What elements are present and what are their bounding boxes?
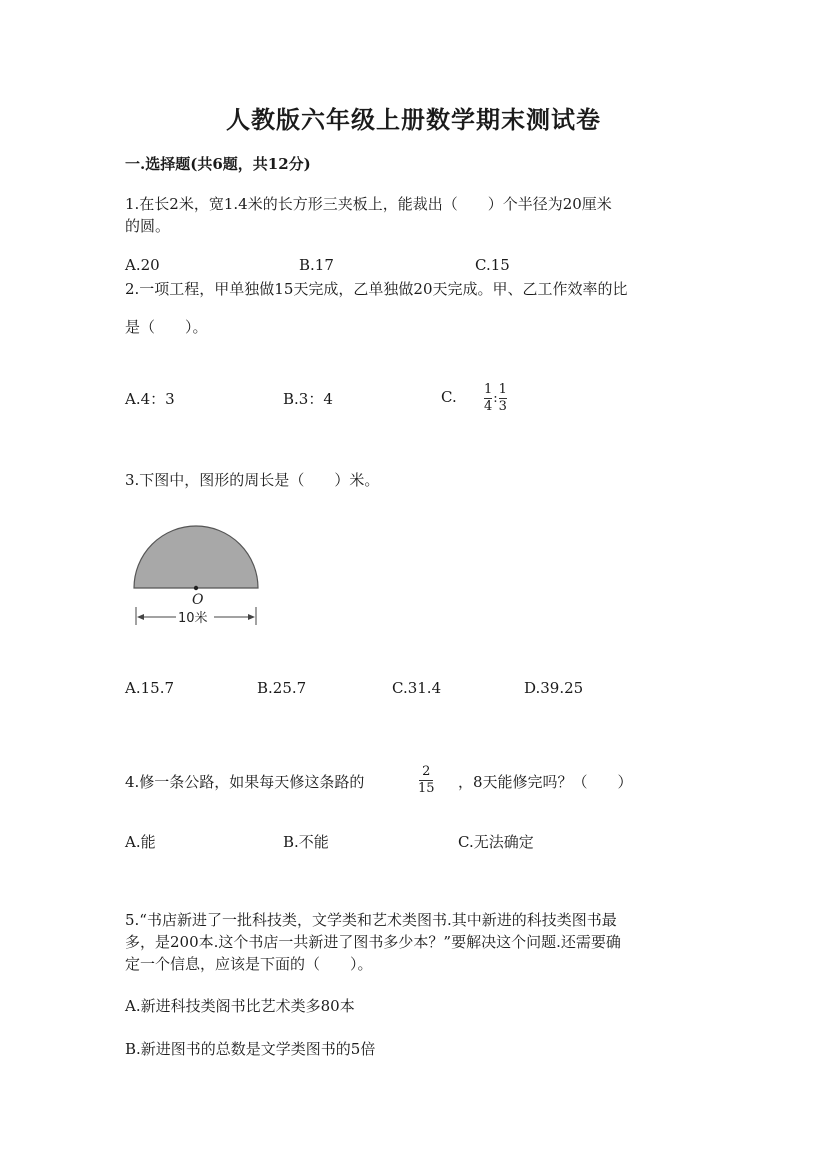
width-label: 10米 <box>178 611 208 626</box>
q2-option-b: B.3：4 <box>283 390 333 408</box>
q3-option-d: D.39.25 <box>524 679 584 697</box>
q2-option-c-ratio <box>484 383 507 414</box>
q5-option-a: A.新进科技类阁书比艺术类多80本 <box>125 997 355 1015</box>
ratio-separator: : <box>493 391 498 406</box>
question-4-text-after: ，8天能修完吗？（ ） <box>458 773 633 791</box>
q4-option-b: B.不能 <box>283 833 329 851</box>
q4-option-c: C.无法确定 <box>458 833 534 851</box>
ratio-a-denominator: 4 <box>484 399 493 414</box>
semicircle-figure <box>128 525 263 635</box>
ratio-b-numerator: 1 <box>498 382 507 397</box>
ratio-a-numerator: 1 <box>484 382 493 397</box>
semicircle-shape <box>134 526 258 588</box>
center-label: O <box>192 592 204 608</box>
question-1-line-1: 1.在长2米，宽1.4米的长方形三夹板上，能裁出（ ）个半径为20厘米 <box>125 195 612 213</box>
page-title: 人教版六年级上册数学期末测试卷 <box>226 105 601 134</box>
q1-option-b: B.17 <box>299 256 334 274</box>
question-2-line-2: 是（ ）。 <box>125 318 208 336</box>
question-5-line-2: 多，是200本.这个书店一共新进了图书多少本？”要解决这个问题.还需要确 <box>125 933 621 951</box>
q4-fraction-denominator: 15 <box>418 781 435 796</box>
question-3-text: 3.下图中，图形的周长是（ ）米。 <box>125 471 380 489</box>
arrow-left <box>137 614 144 620</box>
q3-option-a: A.15.7 <box>125 679 174 697</box>
center-point <box>194 586 198 590</box>
q4-fraction-numerator: 2 <box>422 764 431 779</box>
q3-option-c: C.31.4 <box>392 679 442 697</box>
question-5-line-1: 5.“书店新进了一批科技类，文学类和艺术类图书.其中新进的科技类图书最 <box>125 911 617 929</box>
ratio-b-denominator: 3 <box>498 399 507 414</box>
q1-option-c: C.15 <box>475 256 510 274</box>
q4-option-a: A.能 <box>125 833 156 851</box>
ratio-fraction-a <box>484 383 492 414</box>
question-1-line-2: 的圆。 <box>125 217 171 235</box>
q5-option-b: B.新进图书的总数是文学类图书的5倍 <box>125 1040 376 1058</box>
question-5-line-3: 定一个信息，应该是下面的（ ）。 <box>125 955 373 973</box>
q1-option-a: A.20 <box>125 256 160 274</box>
section-heading: 一.选择题(共6题，共12分) <box>125 155 311 173</box>
question-2-line-1: 2.一项工程，甲单独做15天完成，乙单独做20天完成。甲、乙工作效率的比 <box>125 280 628 298</box>
arrow-right <box>248 614 255 620</box>
q3-option-b: B.25.7 <box>257 679 307 697</box>
question-4-text-before: 4.修一条公路，如果每天修这条路的 <box>125 773 365 791</box>
q2-option-c: C. <box>441 388 457 406</box>
q2-option-a: A.4：3 <box>125 390 175 408</box>
q4-fraction <box>418 765 435 796</box>
ratio-fraction-b <box>499 383 507 414</box>
